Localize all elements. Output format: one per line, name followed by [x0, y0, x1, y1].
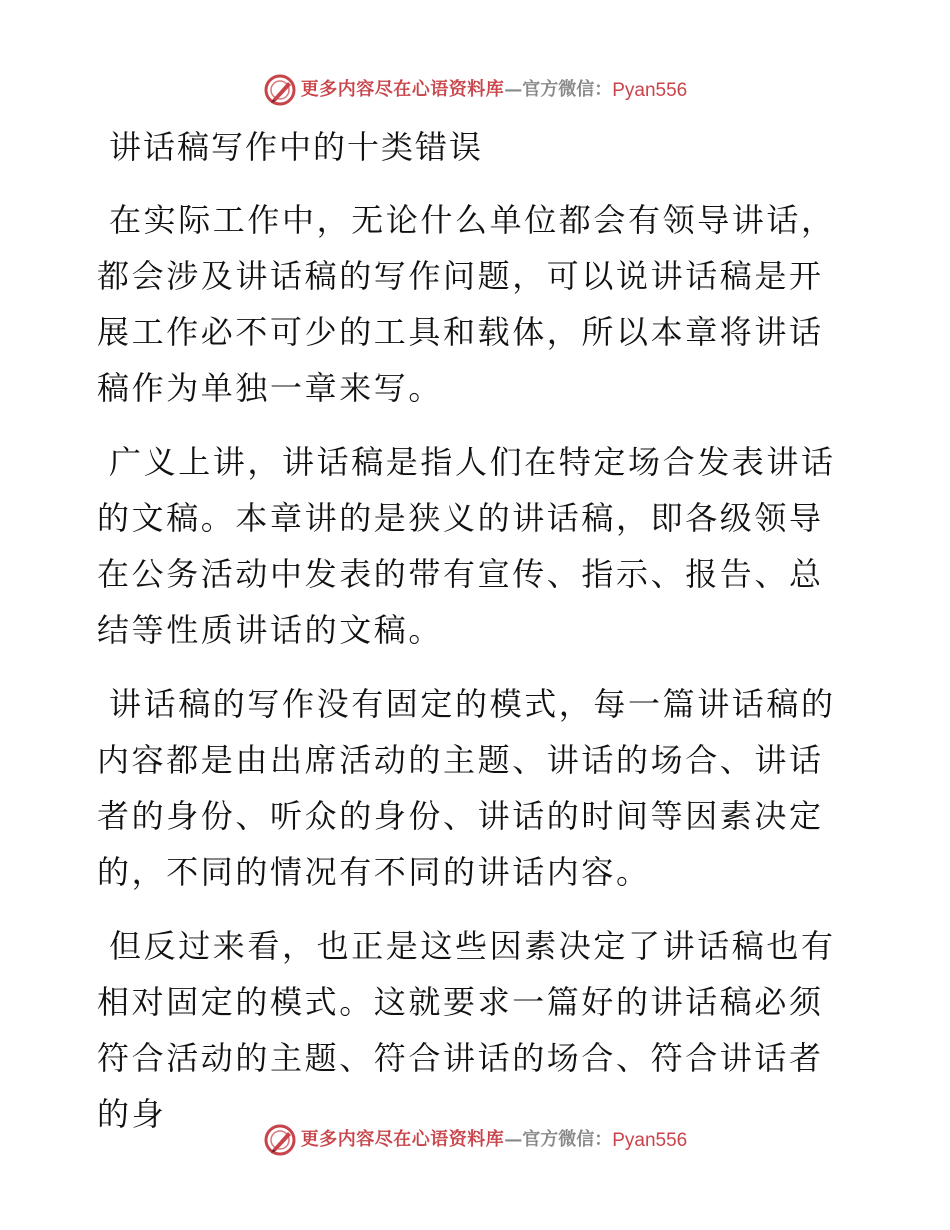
- document-title: 讲话稿写作中的十类错误: [109, 128, 484, 166]
- watermark-wechat-id: Pyan556: [612, 1129, 688, 1151]
- paragraph-4: 但反过来看，也正是这些因素决定了讲话稿也有相对固定的模式。这就要求一篇好的讲话稿必须符合活动的主题、符合讲话的场合、符合讲话者的身: [97, 927, 836, 1133]
- paragraph-2: 广义上讲，讲话稿是指人们在特定场合发表讲话的文稿。本章讲的是狭义的讲话稿，即各级领导在公务活动中发表的带有宣传、指示、报告、总结等性质讲话的文稿。: [97, 443, 836, 649]
- watermark-brand-text: 更多内容尽在心语资料库: [300, 1129, 505, 1150]
- watermark-official-text: 官方微信：: [522, 79, 613, 100]
- header-watermark: [0, 70, 950, 110]
- watermark-brand-text: 更多内容尽在心语资料库: [300, 79, 505, 100]
- paragraph-1: 在实际工作中，无论什么单位都会有领导讲话，都会涉及讲话稿的写作问题，可以说讲话稿是开展工作必不可少的工具和载体，所以本章将讲话稿作为单独一章来写。: [97, 201, 836, 407]
- watermark-wechat-id: Pyan556: [612, 79, 688, 101]
- footer-watermark: [0, 1120, 950, 1160]
- pen-nib-logo-icon: [263, 1123, 297, 1157]
- paragraph-3: 讲话稿的写作没有固定的模式，每一篇讲话稿的内容都是由出席活动的主题、讲话的场合、讲话者的身份、听众的身份、讲话的时间等因素决定的，不同的情况有不同的讲话内容。: [97, 685, 836, 891]
- watermark-official-text: 官方微信：: [522, 1129, 613, 1150]
- watermark-separator: —: [504, 79, 523, 100]
- document-body: [97, 120, 857, 1142]
- pen-nib-logo-icon: [263, 73, 297, 107]
- watermark-separator: —: [504, 1129, 523, 1150]
